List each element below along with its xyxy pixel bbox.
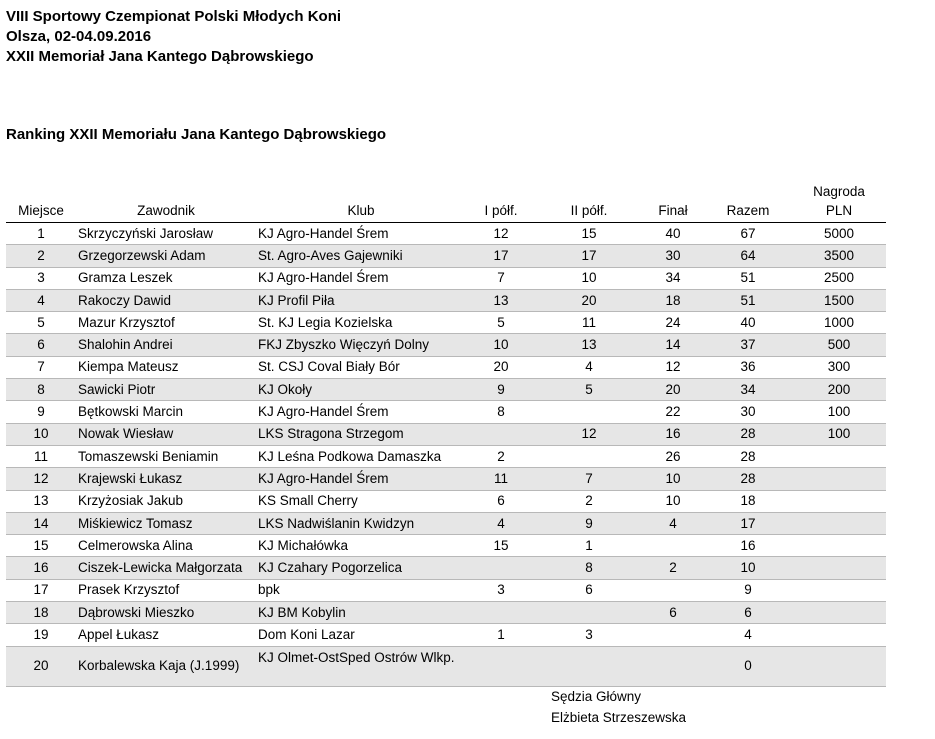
cell-place: 18	[6, 602, 76, 624]
col-header-half1: I półf.	[466, 178, 536, 223]
col-header-club: Klub	[256, 178, 466, 223]
cell-final: 20	[642, 379, 704, 401]
cell-rider: Bętkowski Marcin	[76, 401, 256, 423]
cell-place: 7	[6, 356, 76, 378]
cell-rider: Kiempa Mateusz	[76, 356, 256, 378]
ranking-table	[6, 178, 886, 687]
table-row	[6, 445, 886, 467]
cell-rider: Nowak Wiesław	[76, 423, 256, 445]
cell-club: Dom Koni Lazar	[256, 624, 466, 646]
cell-prize	[792, 468, 886, 490]
cell-half2: 11	[536, 312, 642, 334]
table-row	[6, 512, 886, 534]
table-row	[6, 646, 886, 686]
cell-final: 34	[642, 267, 704, 289]
cell-total: 17	[704, 512, 792, 534]
cell-club: KS Small Cherry	[256, 490, 466, 512]
cell-club: KJ Agro-Handel Śrem	[256, 468, 466, 490]
cell-place: 8	[6, 379, 76, 401]
cell-half1	[466, 423, 536, 445]
cell-half2: 1	[536, 535, 642, 557]
cell-place: 20	[6, 646, 76, 686]
cell-rider: Krajewski Łukasz	[76, 468, 256, 490]
ranking-body	[6, 223, 886, 687]
cell-club: KJ Olmet-OstSped Ostrów Wlkp.	[256, 646, 466, 686]
cell-total: 51	[704, 267, 792, 289]
cell-rider: Miśkiewicz Tomasz	[76, 512, 256, 534]
col-header-prize	[792, 178, 886, 223]
cell-half1: 6	[466, 490, 536, 512]
cell-club: KJ Czahary Pogorzelica	[256, 557, 466, 579]
cell-final	[642, 624, 704, 646]
cell-final: 4	[642, 512, 704, 534]
table-row	[6, 334, 886, 356]
cell-rider: Mazur Krzysztof	[76, 312, 256, 334]
cell-half2	[536, 401, 642, 423]
cell-prize	[792, 624, 886, 646]
cell-half2: 17	[536, 245, 642, 267]
cell-total: 4	[704, 624, 792, 646]
cell-total: 37	[704, 334, 792, 356]
cell-final: 18	[642, 289, 704, 311]
cell-final	[642, 535, 704, 557]
cell-final: 10	[642, 468, 704, 490]
cell-club: KJ Michałówka	[256, 535, 466, 557]
event-title: VIII Sportowy Czempionat Polski Młodych Koni	[6, 8, 342, 25]
cell-half1	[466, 646, 536, 686]
cell-club: St. Agro-Aves Gajewniki	[256, 245, 466, 267]
cell-rider: Korbalewska Kaja (J.1999)	[76, 646, 256, 686]
prize-header-line1: Nagroda	[813, 184, 865, 199]
cell-half1: 9	[466, 379, 536, 401]
cell-half2: 10	[536, 267, 642, 289]
cell-place: 15	[6, 535, 76, 557]
cell-rider: Celmerowska Alina	[76, 535, 256, 557]
cell-prize	[792, 535, 886, 557]
table-row	[6, 468, 886, 490]
cell-prize: 100	[792, 423, 886, 445]
cell-half2: 3	[536, 624, 642, 646]
cell-place: 4	[6, 289, 76, 311]
cell-half2	[536, 445, 642, 467]
cell-half1: 1	[466, 624, 536, 646]
cell-half1: 11	[466, 468, 536, 490]
table-row	[6, 223, 886, 245]
cell-final: 12	[642, 356, 704, 378]
cell-total: 51	[704, 289, 792, 311]
cell-prize: 2500	[792, 267, 886, 289]
document-header	[6, 7, 341, 67]
cell-prize: 300	[792, 356, 886, 378]
cell-total: 40	[704, 312, 792, 334]
cell-final	[642, 579, 704, 601]
cell-club: KJ Okoły	[256, 379, 466, 401]
cell-club: KJ BM Kobylin	[256, 602, 466, 624]
cell-rider: Shalohin Andrei	[76, 334, 256, 356]
cell-half1: 2	[466, 445, 536, 467]
cell-half1: 20	[466, 356, 536, 378]
cell-final: 30	[642, 245, 704, 267]
table-row	[6, 267, 886, 289]
cell-half1	[466, 602, 536, 624]
cell-rider: Tomaszewski Beniamin	[76, 445, 256, 467]
cell-half2: 5	[536, 379, 642, 401]
cell-prize: 100	[792, 401, 886, 423]
cell-rider: Gramza Leszek	[76, 267, 256, 289]
cell-place: 11	[6, 445, 76, 467]
cell-final: 16	[642, 423, 704, 445]
cell-prize: 3500	[792, 245, 886, 267]
cell-place: 5	[6, 312, 76, 334]
col-header-total: Razem	[704, 178, 792, 223]
cell-club: KJ Agro-Handel Śrem	[256, 223, 466, 245]
cell-place: 10	[6, 423, 76, 445]
cell-half1	[466, 557, 536, 579]
table-row	[6, 579, 886, 601]
cell-half2	[536, 646, 642, 686]
cell-prize	[792, 579, 886, 601]
cell-place: 9	[6, 401, 76, 423]
cell-rider: Appel Łukasz	[76, 624, 256, 646]
cell-prize: 1500	[792, 289, 886, 311]
cell-place: 12	[6, 468, 76, 490]
cell-total: 34	[704, 379, 792, 401]
cell-final: 2	[642, 557, 704, 579]
cell-rider: Ciszek-Lewicka Małgorzata	[76, 557, 256, 579]
cell-club: St. KJ Legia Kozielska	[256, 312, 466, 334]
cell-half2: 20	[536, 289, 642, 311]
cell-half1: 12	[466, 223, 536, 245]
cell-total: 28	[704, 423, 792, 445]
cell-club: KJ Leśna Podkowa Damaszka	[256, 445, 466, 467]
cell-club: KJ Agro-Handel Śrem	[256, 267, 466, 289]
cell-rider: Skrzyczyński Jarosław	[76, 223, 256, 245]
judge-signature	[551, 686, 686, 728]
cell-prize	[792, 602, 886, 624]
col-header-place: Miejsce	[6, 178, 76, 223]
cell-rider: Rakoczy Dawid	[76, 289, 256, 311]
table-row	[6, 379, 886, 401]
cell-final: 14	[642, 334, 704, 356]
cell-half2: 6	[536, 579, 642, 601]
cell-prize: 200	[792, 379, 886, 401]
cell-place: 3	[6, 267, 76, 289]
cell-final: 10	[642, 490, 704, 512]
table-row	[6, 624, 886, 646]
cell-club: St. CSJ Coval Biały Bór	[256, 356, 466, 378]
cell-total: 16	[704, 535, 792, 557]
cell-final: 24	[642, 312, 704, 334]
cell-half2: 15	[536, 223, 642, 245]
cell-half1: 7	[466, 267, 536, 289]
cell-final	[642, 646, 704, 686]
cell-half2: 4	[536, 356, 642, 378]
cell-prize	[792, 445, 886, 467]
cell-place: 16	[6, 557, 76, 579]
cell-half2: 7	[536, 468, 642, 490]
prize-header-line2: PLN	[825, 203, 853, 218]
cell-rider: Dąbrowski Mieszko	[76, 602, 256, 624]
cell-half2	[536, 602, 642, 624]
cell-place: 1	[6, 223, 76, 245]
table-row	[6, 423, 886, 445]
cell-total: 6	[704, 602, 792, 624]
cell-half2: 12	[536, 423, 642, 445]
table-header-row	[6, 178, 886, 223]
table-row	[6, 289, 886, 311]
cell-half2: 13	[536, 334, 642, 356]
table-row	[6, 602, 886, 624]
cell-total: 10	[704, 557, 792, 579]
event-location-date: Olsza, 02-04.09.2016	[6, 28, 152, 45]
cell-rider: Prasek Krzysztof	[76, 579, 256, 601]
cell-total: 0	[704, 646, 792, 686]
col-header-half2: II półf.	[536, 178, 642, 223]
cell-prize	[792, 490, 886, 512]
cell-half1: 10	[466, 334, 536, 356]
ranking-title: Ranking XXII Memoriału Jana Kantego Dąbrowskiego	[6, 126, 387, 143]
cell-half2: 8	[536, 557, 642, 579]
cell-prize	[792, 512, 886, 534]
cell-club: KJ Profil Piła	[256, 289, 466, 311]
cell-club: KJ Agro-Handel Śrem	[256, 401, 466, 423]
cell-final: 26	[642, 445, 704, 467]
table-row	[6, 557, 886, 579]
cell-half1: 13	[466, 289, 536, 311]
cell-prize: 5000	[792, 223, 886, 245]
table-row	[6, 245, 886, 267]
cell-place: 17	[6, 579, 76, 601]
table-row	[6, 535, 886, 557]
cell-place: 2	[6, 245, 76, 267]
cell-total: 36	[704, 356, 792, 378]
cell-half2: 2	[536, 490, 642, 512]
cell-club: bpk	[256, 579, 466, 601]
cell-club: LKS Nadwiślanin Kwidzyn	[256, 512, 466, 534]
cell-half1: 4	[466, 512, 536, 534]
cell-club: FKJ Zbyszko Więczyń Dolny	[256, 334, 466, 356]
cell-half1: 8	[466, 401, 536, 423]
cell-half1: 17	[466, 245, 536, 267]
cell-total: 9	[704, 579, 792, 601]
cell-half1: 3	[466, 579, 536, 601]
table-row	[6, 356, 886, 378]
cell-half1: 15	[466, 535, 536, 557]
cell-half1: 5	[466, 312, 536, 334]
cell-total: 30	[704, 401, 792, 423]
cell-place: 19	[6, 624, 76, 646]
cell-place: 6	[6, 334, 76, 356]
cell-total: 67	[704, 223, 792, 245]
table-row	[6, 401, 886, 423]
judge-name: Elżbieta Strzeszewska	[551, 710, 687, 725]
cell-half2: 9	[536, 512, 642, 534]
cell-club: LKS Stragona Strzegom	[256, 423, 466, 445]
cell-prize	[792, 557, 886, 579]
cell-rider: Sawicki Piotr	[76, 379, 256, 401]
cell-prize: 500	[792, 334, 886, 356]
table-row	[6, 312, 886, 334]
cell-total: 28	[704, 468, 792, 490]
cell-final: 22	[642, 401, 704, 423]
cell-total: 18	[704, 490, 792, 512]
cell-total: 64	[704, 245, 792, 267]
col-header-final: Finał	[642, 178, 704, 223]
judge-role: Sędzia Główny	[551, 689, 642, 704]
cell-final: 40	[642, 223, 704, 245]
cell-place: 13	[6, 490, 76, 512]
cell-prize: 1000	[792, 312, 886, 334]
cell-rider: Krzyżosiak Jakub	[76, 490, 256, 512]
table-row	[6, 490, 886, 512]
cell-rider: Grzegorzewski Adam	[76, 245, 256, 267]
cell-prize	[792, 646, 886, 686]
memorial-title: XXII Memoriał Jana Kantego Dąbrowskiego	[6, 48, 314, 65]
col-header-rider: Zawodnik	[76, 178, 256, 223]
cell-final: 6	[642, 602, 704, 624]
cell-total: 28	[704, 445, 792, 467]
cell-place: 14	[6, 512, 76, 534]
